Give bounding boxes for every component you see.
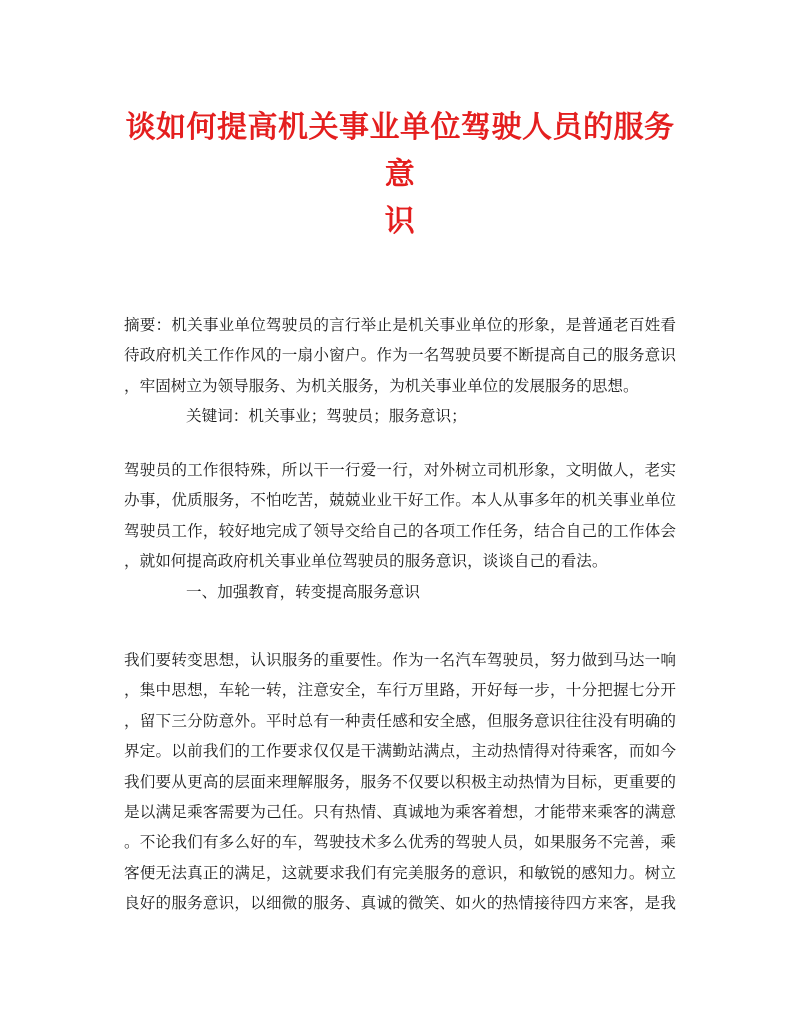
intro-line-2: 办事，优质服务，不怕吃苦，兢兢业业干好工作。本人从事多年的机关事业单位 — [124, 491, 676, 510]
abstract-paragraph — [124, 310, 676, 432]
body-line-6: 是以满足乘客需要为己任。只有热情、真诚地为乘客着想，才能带来乘客的满意 — [124, 803, 676, 822]
intro-line-1: 驾驶员的工作很特殊，所以干一行爱一行，对外树立司机形象，文明做人，老实 — [124, 461, 676, 479]
body-line-1: 我们要转变思想，认识服务的重要性。作为一名汽车驾驶员，努力做到马达一响 — [124, 651, 676, 669]
abstract-line-3: ，牢固树立为领导服务、为机关服务，为机关事业单位的发展服务的思想。 — [124, 376, 639, 395]
intro-line-4: ，就如何提高政府机关事业单位驾驶员的服务意识，谈谈自己的看法。 — [124, 552, 608, 571]
keywords-line: 关键词：机关事业；驾驶员；服务意识； — [186, 407, 467, 426]
document-title — [118, 104, 682, 245]
body-paragraph — [124, 645, 676, 919]
section-heading: 一、加强教育，转变提高服务意识 — [186, 582, 420, 601]
intro-line-3: 驾驶员工作，较好地完成了领导交给自己的各项工作任务，结合自己的工作体会 — [124, 521, 676, 540]
intro-paragraph — [124, 455, 676, 607]
body-line-9: 良好的服务意识，以细微的服务、真诚的微笑、如火的热情接待四方来客，是我 — [124, 894, 676, 913]
title-line-2: 识 — [384, 204, 416, 239]
title-line-1: 谈如何提高机关事业单位驾驶人员的服务意 — [125, 110, 675, 192]
body-line-2: ，集中思想，车轮一转，注意安全，车行万里路，开好每一步，十分把握七分开 — [124, 681, 676, 700]
abstract-line-2: 待政府机关工作作风的一扇小窗户。作为一名驾驶员要不断提高自己的服务意识 — [124, 346, 676, 365]
body-line-3: ，留下三分防意外。平时总有一种责任感和安全感，但服务意识往往没有明确的 — [124, 711, 676, 730]
body-line-7: 。不论我们有多么好的车，驾驶技术多么优秀的驾驶人员，如果服务不完善，乘 — [124, 833, 676, 852]
abstract-line-1: 摘要：机关事业单位驾驶员的言行举止是机关事业单位的形象，是普通老百姓看 — [124, 316, 676, 334]
body-line-8: 客便无法真正的满足，这就要求我们有完美服务的意识，和敏锐的感知力。树立 — [124, 863, 676, 882]
body-line-5: 我们要从更高的层面来理解服务，服务不仅要以积极主动热情为目标，更重要的 — [124, 772, 676, 791]
body-line-4: 界定。以前我们的工作要求仅仅是干满勤站满点，主动热情得对待乘客，而如今 — [124, 742, 676, 761]
